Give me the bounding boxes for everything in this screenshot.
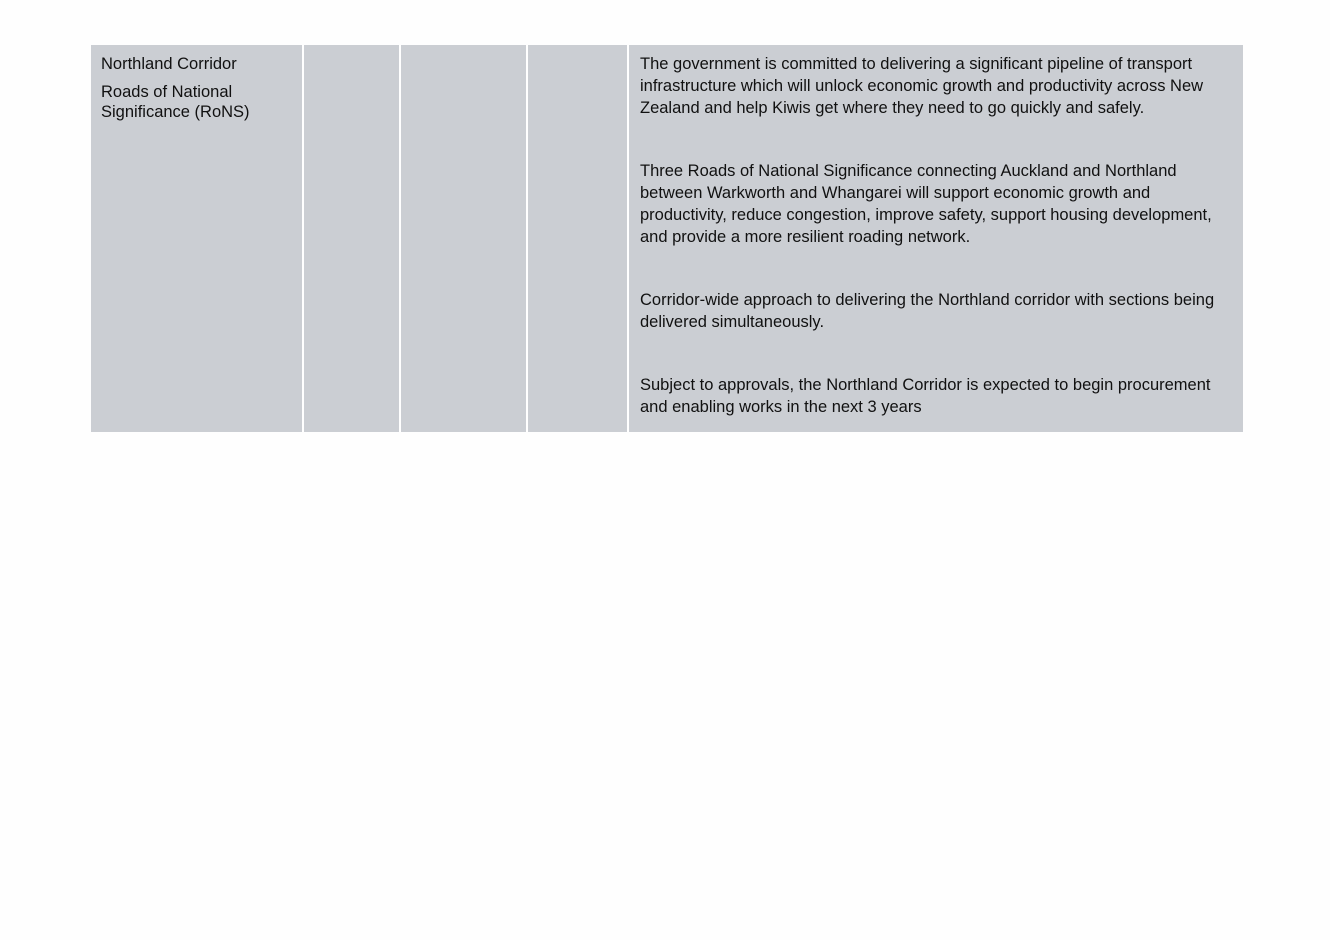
description-paragraph-1: The government is committed to delivering a significant pipeline of transport infrastructure which will unlock economic growth and productivity across New Zealand and help Kiwis get where they need to go quickly and safely. (640, 55, 1204, 117)
project-type: Roads of National Significance (RoNS) (101, 83, 250, 121)
project-name-cell (91, 45, 302, 432)
projects-table (91, 45, 1243, 432)
description-paragraph-4: Subject to approvals, the Northland Corridor is expected to begin procurement and enabling works in the next 3 years (640, 376, 1211, 416)
empty-cell-2 (304, 45, 399, 432)
empty-cell-3 (401, 45, 526, 432)
empty-cell-4 (528, 45, 627, 432)
description-paragraph-2: Three Roads of National Significance connecting Auckland and Northland between Warkworth and Whangarei will support economic growth and productivity, reduce congestion, improve safety, support housing development, and provide a more resilient roading network. (640, 162, 1212, 246)
description-paragraph-3: Corridor-wide approach to delivering the Northland corridor with sections being delivered simultaneously. (640, 291, 1215, 331)
project-name: Northland Corridor (101, 55, 237, 73)
description-cell (629, 45, 1243, 432)
